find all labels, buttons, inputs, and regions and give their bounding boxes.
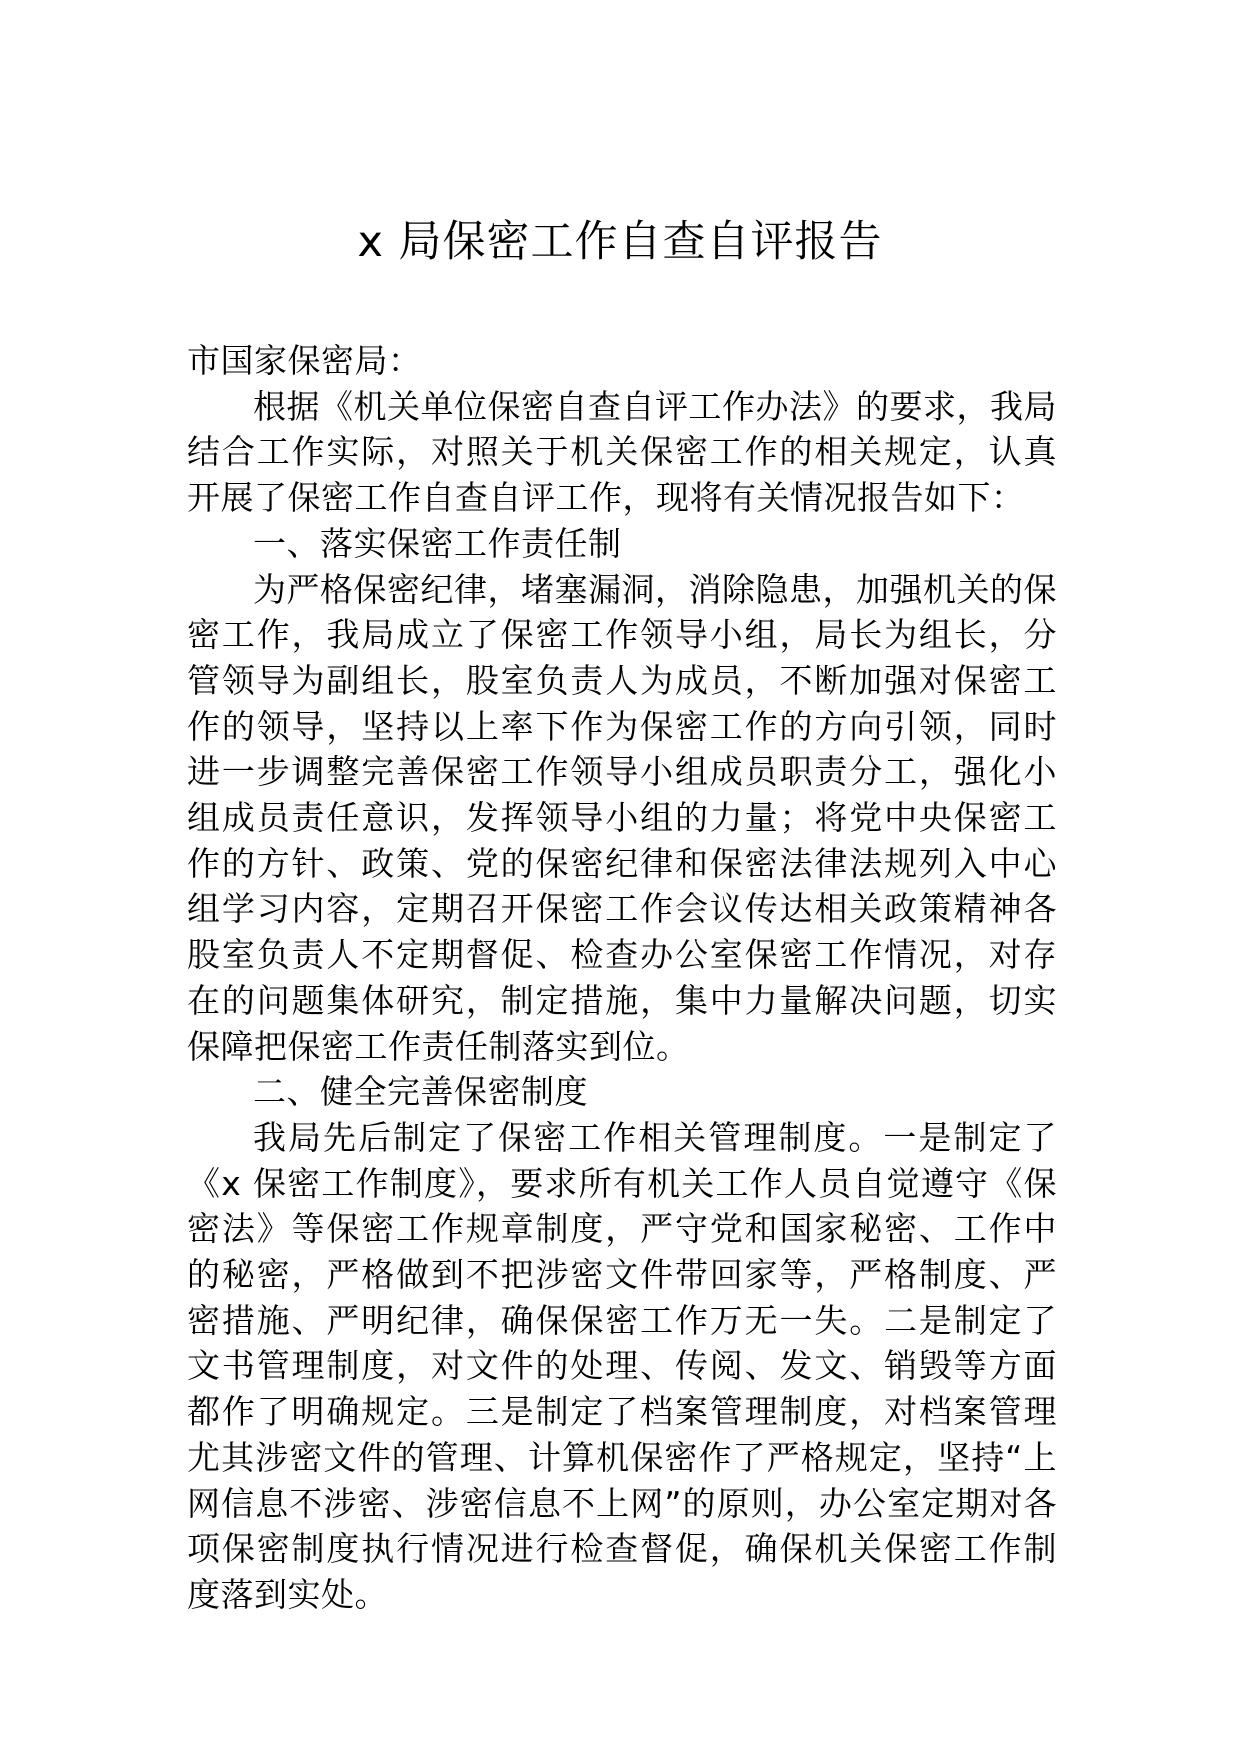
document-title: x 局保密工作自查自评报告	[357, 217, 883, 267]
salutation: 市国家保密局：	[187, 341, 422, 380]
document-body	[187, 338, 1057, 1618]
section-2-paragraph: 我局先后制定了保密工作相关管理制度。一是制定了《x 保密工作制度》，要求所有机关工作人员自觉遵守《保密法》等保密工作规章制度，严守党和国家秘密、工作中的秘密，严格做到不把涉密文件带回家等，严格制度、严密措施、严明纪律，确保保密工作万无一失。二是制定了文书管理制度，对文件的处理、传阅、发文、销毁等方面都作了明确规定。三是制定了档案管理制度，对档案管理尤其涉密文件的管理、计算机保密作了严格规定，坚持“上网信息不涉密、涉密信息不上网”的原则，办公室定期对各项保密制度执行情况进行检查督促，确保机关保密工作制度落到实处。	[187, 1117, 1057, 1614]
section-heading-2: 二、健全完善保密制度	[253, 1072, 588, 1112]
section-1-paragraph: 为严格保密纪律，堵塞漏洞，消除隐患，加强机关的保密工作，我局成立了保密工作领导小组，局长为组长，分管领导为副组长，股室负责人为成员，不断加强对保密工作的领导，坚持以上率下作为保密工作的方向引领，同时进一步调整完善保密工作领导小组成员职责分工，强化小组成员责任意识，发挥领导小组的力量；将党中央保密工作的方针、政策、党的保密纪律和保密法律法规列入中心组学习内容，定期召开保密工作会议传达相关政策精神各股室负责人不定期督促、检查办公室保密工作情况，对存在的问题集体研究，制定措施，集中力量解决问题，切实保障把保密工作责任制落实到位。	[187, 569, 1057, 1066]
section-heading-1: 一、落实保密工作责任制	[253, 523, 622, 563]
intro-paragraph: 根据《机关单位保密自查自评工作办法》的要求，我局结合工作实际，对照关于机关保密工作的相关规定，认真开展了保密工作自查自评工作，现将有关情况报告如下：	[187, 386, 1057, 518]
